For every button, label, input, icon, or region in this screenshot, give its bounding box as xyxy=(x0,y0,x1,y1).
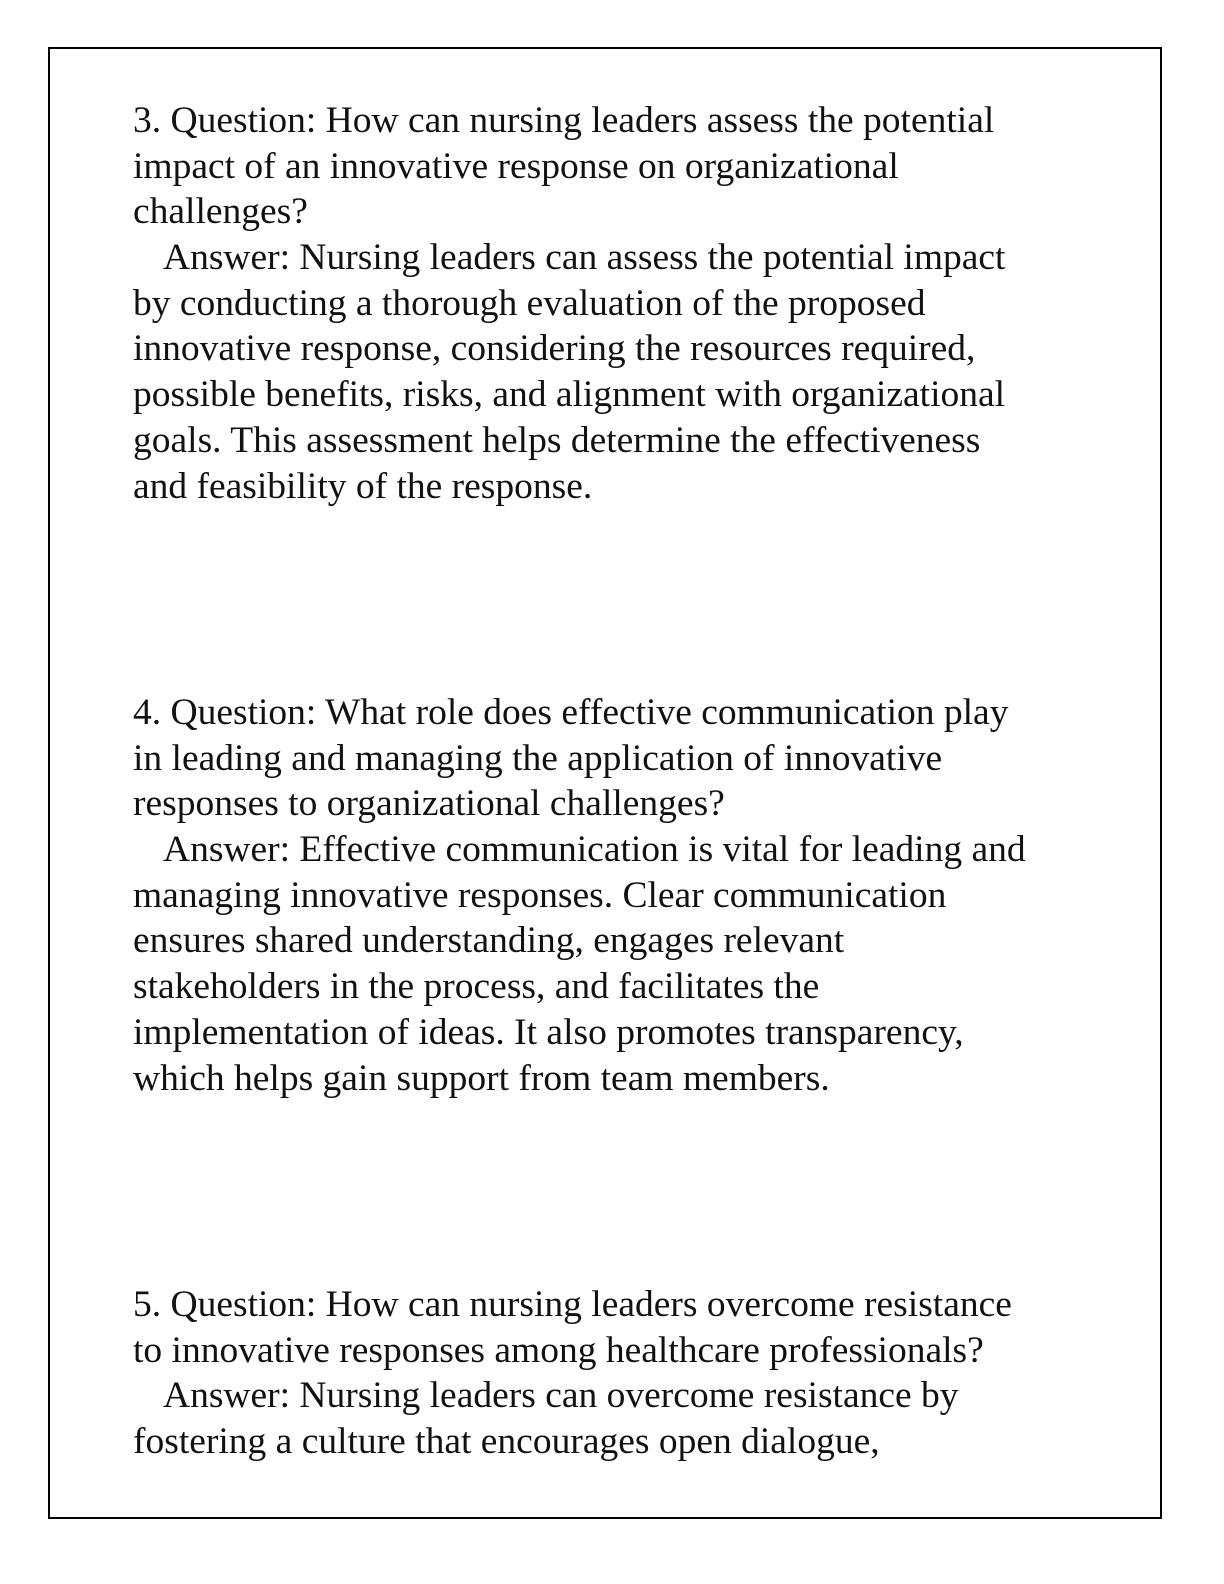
answer-line: ensures shared understanding, engages relevant xyxy=(133,920,845,962)
answer-line: goals. This assessment helps determine the effectiveness xyxy=(133,419,981,461)
answer-line: managing innovative responses. Clear communication xyxy=(133,874,947,916)
answer-line: Answer: Effective communication is vital for leading and xyxy=(163,829,1026,871)
answer-line: possible benefits, risks, and alignment with organizational xyxy=(133,374,1006,416)
answer-line: Answer: Nursing leaders can assess the potential impact xyxy=(163,237,1006,279)
question-line: 5. Question: How can nursing leaders overcome resistance xyxy=(133,1284,1012,1325)
answer-line: Answer: Nursing leaders can overcome resistance by xyxy=(163,1375,959,1417)
question-line: impact of an innovative response on organizational xyxy=(133,145,899,187)
answer-line: which helps gain support from team members. xyxy=(133,1057,830,1099)
qa-item-5 xyxy=(133,1282,1093,1465)
question-line: responses to organizational challenges? xyxy=(133,783,725,825)
question-line: 4. Question: What role does effective communication play xyxy=(133,692,1009,733)
question-line: challenges? xyxy=(133,191,308,233)
answer-line: and feasibility of the response. xyxy=(133,465,593,507)
question-line: 3. Question: How can nursing leaders assess the potential xyxy=(133,100,995,141)
answer-line: implementation of ideas. It also promotes transparency, xyxy=(133,1011,964,1053)
qa-item-4 xyxy=(133,690,1093,1101)
answer-line: by conducting a thorough evaluation of the proposed xyxy=(133,282,926,324)
answer-line: stakeholders in the process, and facilitates the xyxy=(133,966,820,1008)
answer-line: innovative response, considering the resources required, xyxy=(133,328,976,370)
qa-item-3 xyxy=(133,98,1093,509)
question-line: to innovative responses among healthcare professionals? xyxy=(133,1329,984,1371)
answer-line: fostering a culture that encourages open dialogue, xyxy=(133,1421,880,1463)
question-line: in leading and managing the application of innovative xyxy=(133,737,943,779)
